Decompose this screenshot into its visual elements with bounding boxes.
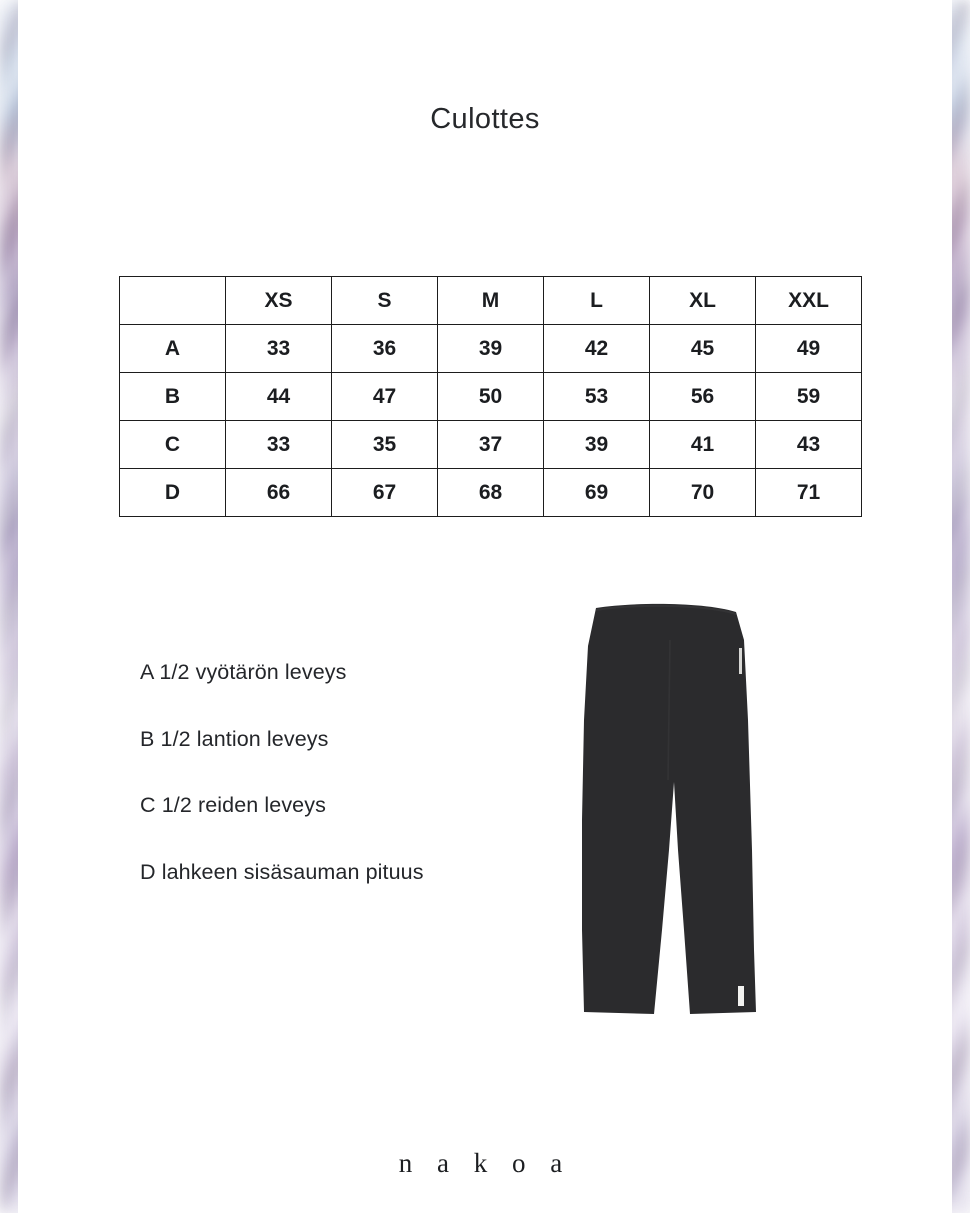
table-cell: 36	[332, 325, 438, 373]
table-row	[120, 325, 862, 373]
table-row	[120, 373, 862, 421]
table-cell: 67	[332, 469, 438, 517]
table-cell: 33	[226, 325, 332, 373]
legend-item: B 1/2 lantion leveys	[140, 726, 329, 751]
table-column-header: XL	[650, 277, 756, 325]
legend-item: C 1/2 reiden leveys	[140, 793, 326, 817]
table-cell: 53	[544, 373, 650, 421]
table-cell: 41	[650, 421, 756, 469]
table-cell: 68	[438, 469, 544, 517]
table-cell: 69	[544, 469, 650, 517]
table-corner-cell	[120, 277, 226, 325]
table-cell: 37	[438, 421, 544, 469]
table-cell: 43	[756, 421, 862, 469]
table-header-row	[120, 277, 862, 325]
table-row-label: D	[120, 469, 226, 517]
size-chart-table	[119, 276, 862, 517]
table-row-label: B	[120, 373, 226, 421]
table-row-label: A	[120, 325, 226, 373]
table-cell: 50	[438, 373, 544, 421]
legend-item: D lahkeen sisäsauman pituus	[140, 859, 424, 884]
brand-logo: n a k o a	[398, 1148, 572, 1178]
table-column-header: S	[332, 277, 438, 325]
table-cell: 35	[332, 421, 438, 469]
measurement-legend	[140, 662, 570, 928]
legend-item: A 1/2 vyötärön leveys	[140, 660, 347, 684]
table-column-header: L	[544, 277, 650, 325]
table-cell: 44	[226, 373, 332, 421]
table-row-label: C	[120, 421, 226, 469]
table-cell: 56	[650, 373, 756, 421]
table-cell: 39	[438, 325, 544, 373]
table-row	[120, 469, 862, 517]
table-column-header: XS	[226, 277, 332, 325]
table-cell: 59	[756, 373, 862, 421]
table-row	[120, 421, 862, 469]
table-column-header: XXL	[756, 277, 862, 325]
table-column-header: M	[438, 277, 544, 325]
table-cell: 45	[650, 325, 756, 373]
culottes-illustration	[538, 600, 818, 1045]
table-cell: 42	[544, 325, 650, 373]
table-cell: 70	[650, 469, 756, 517]
page-title: Culottes	[430, 103, 540, 135]
table-cell: 66	[226, 469, 332, 517]
table-cell: 33	[226, 421, 332, 469]
table-cell: 47	[332, 373, 438, 421]
table-cell: 49	[756, 325, 862, 373]
table-cell: 39	[544, 421, 650, 469]
size-guide-page	[18, 0, 952, 1213]
table-cell: 71	[756, 469, 862, 517]
